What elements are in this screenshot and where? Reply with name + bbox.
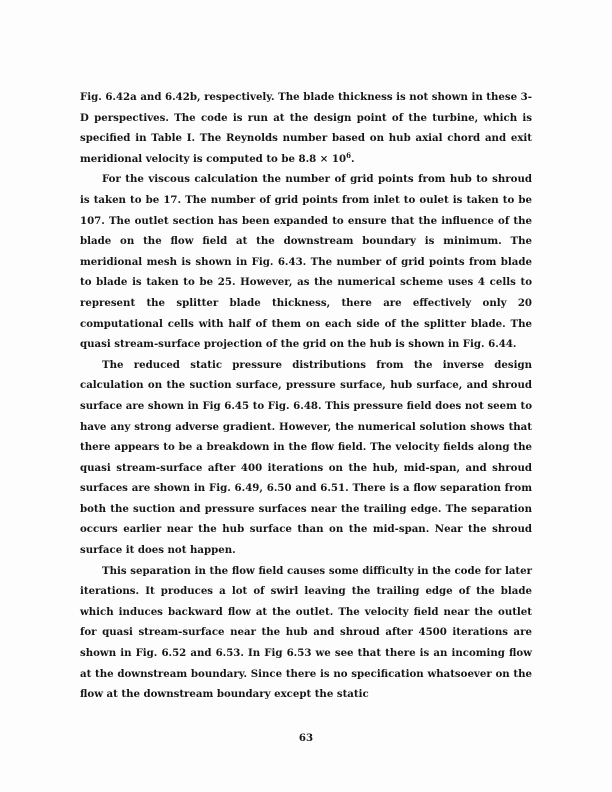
page-number: 63	[298, 732, 314, 744]
body-text	[80, 87, 532, 705]
exponent: 6	[346, 150, 351, 160]
paragraph-1-text: Fig. 6.42a and 6.42b, respectively. The blade thickness is not shown in these 3-D perspectives. The code is run at the design point of the turbine, which is specified in Table I. The Reynolds number based on hub axial chord and exit meridional velocity is computed to be 8.8 × 10	[80, 91, 532, 165]
paragraph-1-end: .	[350, 152, 355, 165]
paragraph-1	[80, 87, 532, 169]
paragraph-4: This separation in the flow field causes some difficulty in the code for later iterations. It produces a lot of swirl leaving the trailing edge of the blade which induces backward flow at the outlet. The velocity field near the outlet for quasi stream-surface near the hub and shroud after 4500 iterations are shown in Fig. 6.52 and 6.53. In Fig 6.53 we see that there is an incoming flow at the downstream boundary. Since there is no specification whatsoever on the flow at the downstream boundary except the static	[80, 564, 532, 701]
paragraph-3: The reduced static pressure distributions from the inverse design calculation on the suction surface, pressure surface, hub surface, and shroud surface are shown in Fig 6.45 to Fig. 6.48. This pressure field does not seem to have any strong adverse gradient. However, the numerical solution shows that there appears to be a breakdown in the flow field. The velocity fields along the quasi stream-surface after 400 iterations on the hub, mid-span, and shroud surfaces are shown in Fig. 6.49, 6.50 and 6.51. There is a flow separation from both the suction and pressure surfaces near the trailing edge. The separation occurs earlier near the hub surface than on the mid-span. Near the shroud surface it does not happen.	[80, 358, 532, 557]
paragraph-2: For the viscous calculation the number of grid points from hub to shroud is taken to be 17. The number of grid points from inlet to oulet is taken to be 107. The outlet section has been expanded to ensure that the influence of the blade on the flow field at the downstream boundary is minimum. The meridional mesh is shown in Fig. 6.43. The number of grid points from blade to blade is taken to be 25. However, as the numerical scheme uses 4 cells to represent the splitter blade thickness, there are effectively only 20 computational cells with half of them on each side of the splitter blade. The quasi stream-surface projection of the grid on the hub is shown in Fig. 6.44.	[80, 173, 532, 351]
